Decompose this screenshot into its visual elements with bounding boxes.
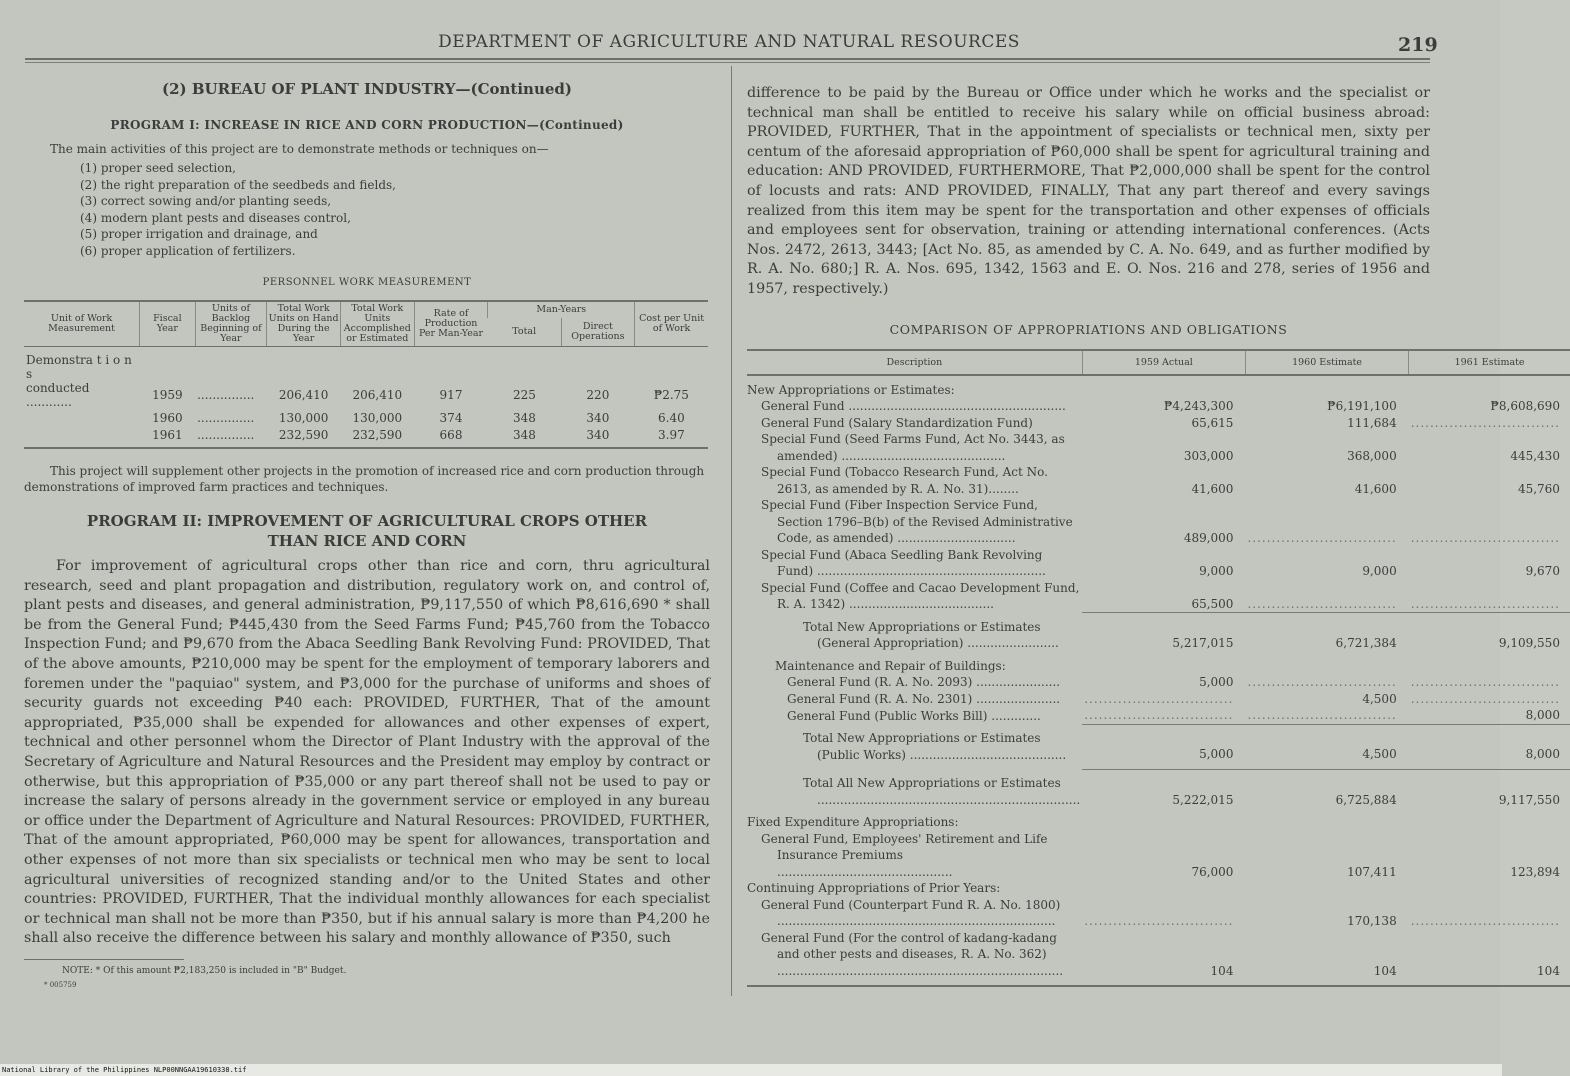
cell-1959: 5,222,015 <box>1082 769 1245 814</box>
supplement-paragraph: This project will supplement other projects in the promotion of increased rice and corn production through demonstrations of improved farm practices and techniques. <box>24 464 705 494</box>
list-item: (6) proper application of fertilizers. <box>80 243 296 258</box>
cell-1961-empty: ............................... <box>1410 415 1560 430</box>
list-item: (4) modern plant pests and diseases control, <box>80 210 351 225</box>
cell-1960: 4,500 <box>1362 691 1397 706</box>
footnote: NOTE: * Of this amount ₱2,183,250 is included in "B" Budget. <box>62 965 347 976</box>
list-item: (1) proper seed selection, <box>80 161 236 175</box>
cell-1961: 8,000 <box>1525 708 1560 723</box>
cell-total: 348 <box>488 426 561 448</box>
column-divider <box>731 66 732 996</box>
table-row <box>747 497 1570 547</box>
row-description: General Fund (R. A. No. 2301) ...................... <box>787 691 1061 706</box>
cell-1960: 6,721,384 <box>1245 613 1408 658</box>
col-1961: 1961 Estimate <box>1409 350 1570 375</box>
cell-1961-empty: ............................... <box>1410 914 1560 929</box>
cell-1959: 5,000 <box>1082 724 1245 769</box>
cell-1959-empty: ............................... <box>1084 914 1234 929</box>
cell-backlog: ............... <box>197 410 255 425</box>
cell-1959: 303,000 <box>1183 448 1234 463</box>
row-description: Total All New Appropriations or Estimates ..................................................................... <box>803 776 1081 807</box>
list-item: (3) correct sowing and/or planting seeds, <box>80 194 332 208</box>
pwm-label: conducted ............ <box>26 381 90 409</box>
cell-1961: 8,000 <box>1409 724 1570 769</box>
cell-1961: 123,894 <box>1510 864 1560 879</box>
cell-year: 1960 <box>152 410 183 425</box>
table-row <box>747 930 1570 987</box>
row-description: Special Fund (Fiber Inspection Service Fund, Section 1796–B(b) of the Revised Administrative Code, as amended) ............................... <box>761 498 1073 546</box>
activity-list <box>80 160 710 259</box>
table-row <box>747 814 1570 831</box>
row-heading: Continuing Appropriations of Prior Years: <box>747 881 1001 896</box>
table-row <box>747 769 1570 814</box>
cell-1961: 9,117,550 <box>1409 769 1570 814</box>
cell-1961-empty: ............................... <box>1410 675 1560 690</box>
cell-1960: 9,000 <box>1362 564 1397 579</box>
row-description: General Fund (R. A. No. 2093) ...................... <box>787 675 1061 690</box>
cell-cost: 3.97 <box>635 426 708 448</box>
col-cost: Cost per Unit of Work <box>635 301 708 347</box>
cell-direct: 340 <box>561 426 635 448</box>
row-heading: New Appropriations or Estimates: <box>747 382 955 397</box>
cell-1961: 9,670 <box>1525 564 1560 579</box>
cell-1961: 45,760 <box>1517 481 1560 496</box>
pwm-label: Demonstra t i o n s <box>26 353 132 381</box>
col-accomplished: Total Work Units Accomplished or Estimated <box>340 301 414 347</box>
intro-text: The main activities of this project are to demonstrate methods or techniques on— <box>50 142 549 156</box>
cell-1960: 368,000 <box>1347 448 1397 463</box>
program-title: PROGRAM I: INCREASE IN RICE AND CORN PRODUCTION—(Continued) <box>110 118 624 132</box>
cell-total: 348 <box>512 410 536 425</box>
right-column <box>747 84 1560 987</box>
table-row <box>747 613 1570 658</box>
table-row <box>24 409 708 426</box>
col-fiscal: Fiscal Year <box>140 301 196 347</box>
row-description: General Fund (Counterpart Fund R. A. No. 1800) ......................................................................... <box>761 897 1061 929</box>
cell-cost: 6.40 <box>658 410 685 425</box>
continued-paragraph: difference to be paid by the Bureau or Office under which he works and the specialist or technical man shall be entitled to receive his salary while on official business abroad: PROVIDED, FURTHER, That in the appointment of specialists or technical men, sixty per centum of the aforesaid appropriation of ₱60,000 shall be spent for agricultural training and education: AND PROVIDED, FURTHERMORE, That ₱2,000,000 shall be spent for the control of locusts and rats: AND PROVIDED, FINALLY, That any part thereof and every savings realized from this item may be spent for the transportation and other expenses of officials and employees sent for observation, training or attending international conferences. (Acts Nos. 2472, 2613, 3443; [Act No. 85, as amended by C. A. No. 649, and as further modified by R. A. No. 680;] R. A. Nos. 695, 1342, 1563 and E. O. Nos. 216 and 278, series of 1956 and 1957, respectively.) <box>747 85 1430 297</box>
col-1959: 1959 Actual <box>1082 350 1245 375</box>
cell-rate: 374 <box>439 410 463 425</box>
stamp-number: * 005759 <box>44 980 77 989</box>
program2-paragraph: For improvement of agricultural crops other than rice and corn, thru agricultural research, seed and plant propagation and distribution, regulatory work on, and control of, plant pests and diseases, and general administration, ₱9,117,550 of which ₱8,616,690 * shall be from the General Fund; ₱445,430 from the Seed Farms Fund; ₱45,760 from the Tobacco Inspection Fund; and ₱9,670 from the Abaca Seedling Bank Revolving Fund: PROVIDED, That of the above amounts, ₱210,000 may be spent for the employment of temporary laborers and foremen under the "paquiao" system, and ₱3,000 for the purchase of uniforms and shoes of security guards not exceeding ₱40 each: PROVIDED, FURTHER, That of the amount appropriated, ₱35,000 shall be expended for allowances and other expenses of expert, technical and other personnel whom the Director of Plant Industry with the approval of the Secretary of Agriculture and Natural Resources and the President may employ by contract or otherwise, but this appropriation of ₱35,000 or any part thereof shall not be used to pay or increase the salary of persons already in the government service or employed in any bureau or office under the Department of Agriculture and Natural Resources: PROVIDED, FURTHER, That of the amount appropriated, ₱60,000 may be spent for allowances, transportation and other expenses of not more than six specialists or technical men who may be sent to local agricultural universities of recognized standing and/or to the United States and other countries: PROVIDED, FURTHER, That the individual monthly allowances for each specialist or technical man shall not be more than ₱350, but if his annual salary is more than ₱4,200 he shall also receive the difference between his salary and monthly allowance of ₱350, such <box>24 558 710 947</box>
row-description: General Fund, Employees' Retirement and Life Insurance Premiums .............................................. <box>761 831 1048 879</box>
header-rule <box>25 58 1430 60</box>
list-item: (5) proper irrigation and drainage, and <box>80 227 318 241</box>
cell-1960: 170,138 <box>1347 914 1397 929</box>
cell-1960: 111,684 <box>1347 415 1397 430</box>
cell-1959: 104 <box>1082 930 1245 987</box>
scan-footer: National Library of the Philippines NLP00NNGAA19610338.tif <box>0 1064 1502 1076</box>
cell-hand: 130,000 <box>278 410 329 425</box>
work-measurement-table <box>24 300 708 449</box>
cell-1959: 9,000 <box>1199 564 1234 579</box>
appropriations-table <box>747 349 1570 988</box>
cell-1960: 6,725,884 <box>1245 769 1408 814</box>
col-hand: Total Work Units on Hand During the Year <box>267 301 341 347</box>
cell-direct: 340 <box>586 410 610 425</box>
table-row <box>747 382 1570 399</box>
col-rate: Rate of Production Per Man-Year <box>414 301 488 347</box>
table-row <box>747 658 1570 675</box>
cell-rate: 668 <box>414 426 488 448</box>
table-row <box>747 691 1570 708</box>
cell-accomplished: 130,000 <box>352 410 403 425</box>
cell-direct: 220 <box>586 388 610 402</box>
row-description: General Fund (Public Works Bill) ............. <box>787 708 1041 723</box>
cell-accomplished: 232,590 <box>340 426 414 448</box>
program2-title <box>24 511 710 551</box>
cell-1961: ₱8,608,690 <box>1490 399 1560 414</box>
row-description: Special Fund (Coffee and Cacao Development Fund, R. A. 1342) ...................................... <box>761 580 1080 612</box>
cell-backlog: ............... <box>195 426 267 448</box>
col-direct: Direct Operations <box>561 318 635 346</box>
row-description: General Fund ......................................................... <box>761 399 1066 414</box>
cell-1960: 41,600 <box>1354 481 1397 496</box>
row-description: Special Fund (Seed Farms Fund, Act No. 3443, as amended) ........................................... <box>761 432 1065 463</box>
cell-backlog: ............... <box>197 388 255 402</box>
cell-1961-empty: ............................... <box>1410 531 1560 546</box>
cell-1960: 4,500 <box>1245 724 1408 769</box>
table-row <box>747 464 1570 497</box>
row-description: Total New Appropriations or Estimates (Public Works) ......................................... <box>803 731 1067 762</box>
col-man-years: Man-Years <box>488 301 635 318</box>
left-column <box>24 70 710 989</box>
cell-1959-empty: ............................... <box>1084 708 1234 723</box>
row-description: Total New Appropriations or Estimates (General Appropriation) ........................ <box>803 619 1059 651</box>
cell-1961-empty: ............................... <box>1410 691 1560 706</box>
row-description: General Fund (For the control of kadang-kadang and other pests and diseases, R. A. No. 362) ........................................................................... <box>747 930 1082 987</box>
cell-total: 225 <box>512 388 536 402</box>
cell-1961: 104 <box>1409 930 1570 987</box>
table-row <box>747 547 1570 580</box>
table-row <box>747 880 1570 897</box>
cell-1960-empty: ............................... <box>1247 596 1397 611</box>
cell-1959: 76,000 <box>1191 864 1234 879</box>
cell-1960-empty: ............................... <box>1247 531 1397 546</box>
cell-1959: 65,500 <box>1191 596 1234 611</box>
cell-cost: ₱2.75 <box>653 388 689 402</box>
cell-1959: 5,000 <box>1199 675 1234 690</box>
cell-1960: 107,411 <box>1347 864 1397 879</box>
cell-1961: 445,430 <box>1510 448 1560 463</box>
row-description: Special Fund (Tobacco Research Fund, Act No. 2613, as amended by R. A. No. 31)........ <box>761 465 1048 496</box>
table-row <box>747 431 1570 464</box>
cell-hand: 232,590 <box>267 426 341 448</box>
table-row <box>747 707 1570 724</box>
cell-1960: 104 <box>1245 930 1408 987</box>
table-row <box>747 398 1570 415</box>
col-total: Total <box>488 318 561 346</box>
cell-1959-empty: ............................... <box>1084 691 1234 706</box>
page-header-title: DEPARTMENT OF AGRICULTURE AND NATURAL RESOURCES <box>438 32 1020 52</box>
table-row <box>747 724 1570 769</box>
cell-hand: 206,410 <box>278 388 329 402</box>
section-title: (2) BUREAU OF PLANT INDUSTRY—(Continued) <box>162 80 572 98</box>
program2-title-line: THAN RICE AND CORN <box>267 532 467 550</box>
cell-1960-empty: ............................... <box>1247 708 1397 723</box>
table-row <box>24 426 708 448</box>
cell-1959: ₱4,243,300 <box>1163 399 1234 414</box>
table-row <box>24 381 708 409</box>
cell-rate: 917 <box>439 388 463 402</box>
cell-1959: 5,217,015 <box>1082 613 1245 658</box>
cell-1960: ₱6,191,100 <box>1327 399 1397 414</box>
table-row <box>747 831 1570 881</box>
program2-title-line: PROGRAM II: IMPROVEMENT OF AGRICULTURAL CROPS OTHER <box>86 512 648 530</box>
col-unit: Unit of Work Measurement <box>24 301 140 347</box>
row-description: General Fund (Salary Standardization Fund) <box>761 415 1033 430</box>
cell-1961-empty: ............................... <box>1410 596 1560 611</box>
pwm-title: PERSONNEL WORK MEASUREMENT <box>262 277 472 288</box>
list-item: (2) the right preparation of the seedbeds and fields, <box>80 177 396 192</box>
cell-accomplished: 206,410 <box>352 388 403 402</box>
col-1960: 1960 Estimate <box>1245 350 1408 375</box>
row-description: Special Fund (Abaca Seedling Bank Revolving Fund) ............................................................ <box>761 547 1046 579</box>
row-heading: Maintenance and Repair of Buildings: <box>775 658 1006 673</box>
cell-year: 1959 <box>152 388 183 402</box>
cell-1959: 41,600 <box>1191 481 1234 496</box>
row-heading: Fixed Expenditure Appropriations: <box>747 815 959 830</box>
cell-1961: 9,109,550 <box>1409 613 1570 658</box>
header-rule-thin <box>25 62 1430 63</box>
table-row <box>747 580 1570 613</box>
col-description: Description <box>747 350 1082 375</box>
page-number: 219 <box>1398 34 1438 56</box>
comparison-title: COMPARISON OF APPROPRIATIONS AND OBLIGATIONS <box>889 321 1288 337</box>
table-row <box>747 897 1570 930</box>
col-backlog: Units of Backlog Beginning of Year <box>195 301 267 347</box>
cell-year: 1961 <box>140 426 196 448</box>
table-row <box>747 674 1570 691</box>
cell-1959: 489,000 <box>1183 531 1234 546</box>
table-row <box>747 415 1570 432</box>
cell-1960-empty: ............................... <box>1247 675 1397 690</box>
cell-1959: 65,615 <box>1191 415 1234 430</box>
note-rule <box>24 959 184 960</box>
